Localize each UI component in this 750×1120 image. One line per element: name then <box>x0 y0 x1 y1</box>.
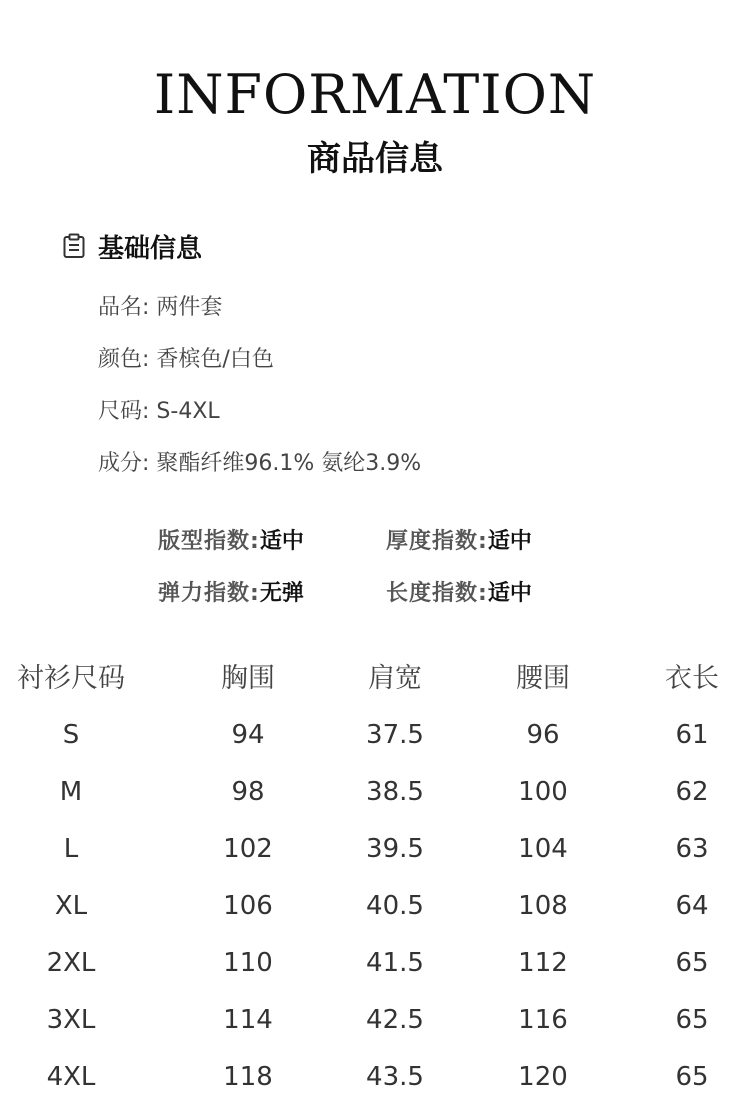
cell-length: 63 <box>675 834 709 864</box>
cell-chest: 106 <box>223 891 273 921</box>
index-value: 适中 <box>487 529 532 554</box>
header-cell-chest: 胸围 <box>221 663 275 694</box>
info-row-size <box>98 392 421 444</box>
header-cell-size: 衬衫尺码 <box>17 663 125 694</box>
cell-length: 65 <box>675 1062 709 1092</box>
index-value: 适中 <box>487 581 532 606</box>
cell-shoulder: 42.5 <box>366 1005 424 1035</box>
cell-shoulder: 40.5 <box>366 891 424 921</box>
cell-waist: 120 <box>518 1062 568 1092</box>
cell-size: XL <box>54 891 88 921</box>
section-title: 基础信息 <box>98 233 203 264</box>
cell-size: 4XL <box>46 1062 96 1092</box>
cell-waist: 116 <box>518 1005 568 1035</box>
index-key: 厚度指数: <box>386 529 488 554</box>
cell-chest: 98 <box>231 777 265 807</box>
cell-chest: 102 <box>223 834 273 864</box>
table-row <box>0 764 750 821</box>
size-table-header <box>0 650 750 707</box>
index-row <box>0 520 750 572</box>
cell-waist: 108 <box>518 891 568 921</box>
clipboard-icon <box>62 233 86 259</box>
cell-size: 2XL <box>46 948 96 978</box>
page-title-en: INFORMATION <box>153 63 597 126</box>
index-row <box>0 572 750 624</box>
index-key: 长度指数: <box>386 581 488 606</box>
info-row-color <box>98 340 421 392</box>
index-length <box>386 572 532 616</box>
cell-chest: 94 <box>231 720 265 750</box>
table-row <box>0 821 750 878</box>
info-row-product-name <box>98 288 421 340</box>
index-elasticity <box>158 572 304 616</box>
cell-waist: 112 <box>518 948 568 978</box>
cell-length: 62 <box>675 777 709 807</box>
index-thickness <box>386 520 532 564</box>
cell-shoulder: 38.5 <box>366 777 424 807</box>
index-key: 版型指数: <box>158 529 260 554</box>
info-value: 聚酯纤维96.1% 氨纶3.9% <box>156 451 422 476</box>
info-row-material <box>98 444 421 496</box>
info-value: 两件套 <box>156 295 223 320</box>
index-value: 适中 <box>259 529 304 554</box>
cell-length: 61 <box>675 720 709 750</box>
section-header-basic-info <box>62 224 202 268</box>
cell-chest: 118 <box>223 1062 273 1092</box>
header-cell-length: 衣长 <box>665 663 719 694</box>
table-row <box>0 707 750 764</box>
cell-chest: 114 <box>223 1005 273 1035</box>
info-key: 品名: <box>98 295 150 320</box>
index-key: 弹力指数: <box>158 581 260 606</box>
page-title-cn: 商品信息 <box>307 139 443 179</box>
cell-size: S <box>62 720 80 750</box>
cell-waist: 100 <box>518 777 568 807</box>
info-key: 成分: <box>98 451 150 476</box>
cell-chest: 110 <box>223 948 273 978</box>
cell-shoulder: 41.5 <box>366 948 424 978</box>
table-row <box>0 935 750 992</box>
info-key: 尺码: <box>98 399 150 424</box>
cell-waist: 96 <box>526 720 560 750</box>
header-cell-shoulder: 肩宽 <box>368 663 422 694</box>
cell-size: L <box>63 834 79 864</box>
cell-waist: 104 <box>518 834 568 864</box>
info-value: 香槟色/白色 <box>156 347 274 372</box>
table-row <box>0 992 750 1049</box>
cell-length: 65 <box>675 948 709 978</box>
cell-shoulder: 37.5 <box>366 720 424 750</box>
info-value: S-4XL <box>156 399 220 424</box>
cell-shoulder: 39.5 <box>366 834 424 864</box>
cell-size: 3XL <box>46 1005 96 1035</box>
size-table <box>0 650 750 1106</box>
cell-size: M <box>59 777 83 807</box>
cell-length: 65 <box>675 1005 709 1035</box>
info-key: 颜色: <box>98 347 150 372</box>
index-fit <box>158 520 304 564</box>
fit-index-grid <box>0 520 750 624</box>
table-row <box>0 1049 750 1106</box>
basic-info-list <box>98 288 421 496</box>
index-value: 无弹 <box>259 581 304 606</box>
cell-length: 64 <box>675 891 709 921</box>
cell-shoulder: 43.5 <box>366 1062 424 1092</box>
header-cell-waist: 腰围 <box>516 663 570 694</box>
table-row <box>0 878 750 935</box>
